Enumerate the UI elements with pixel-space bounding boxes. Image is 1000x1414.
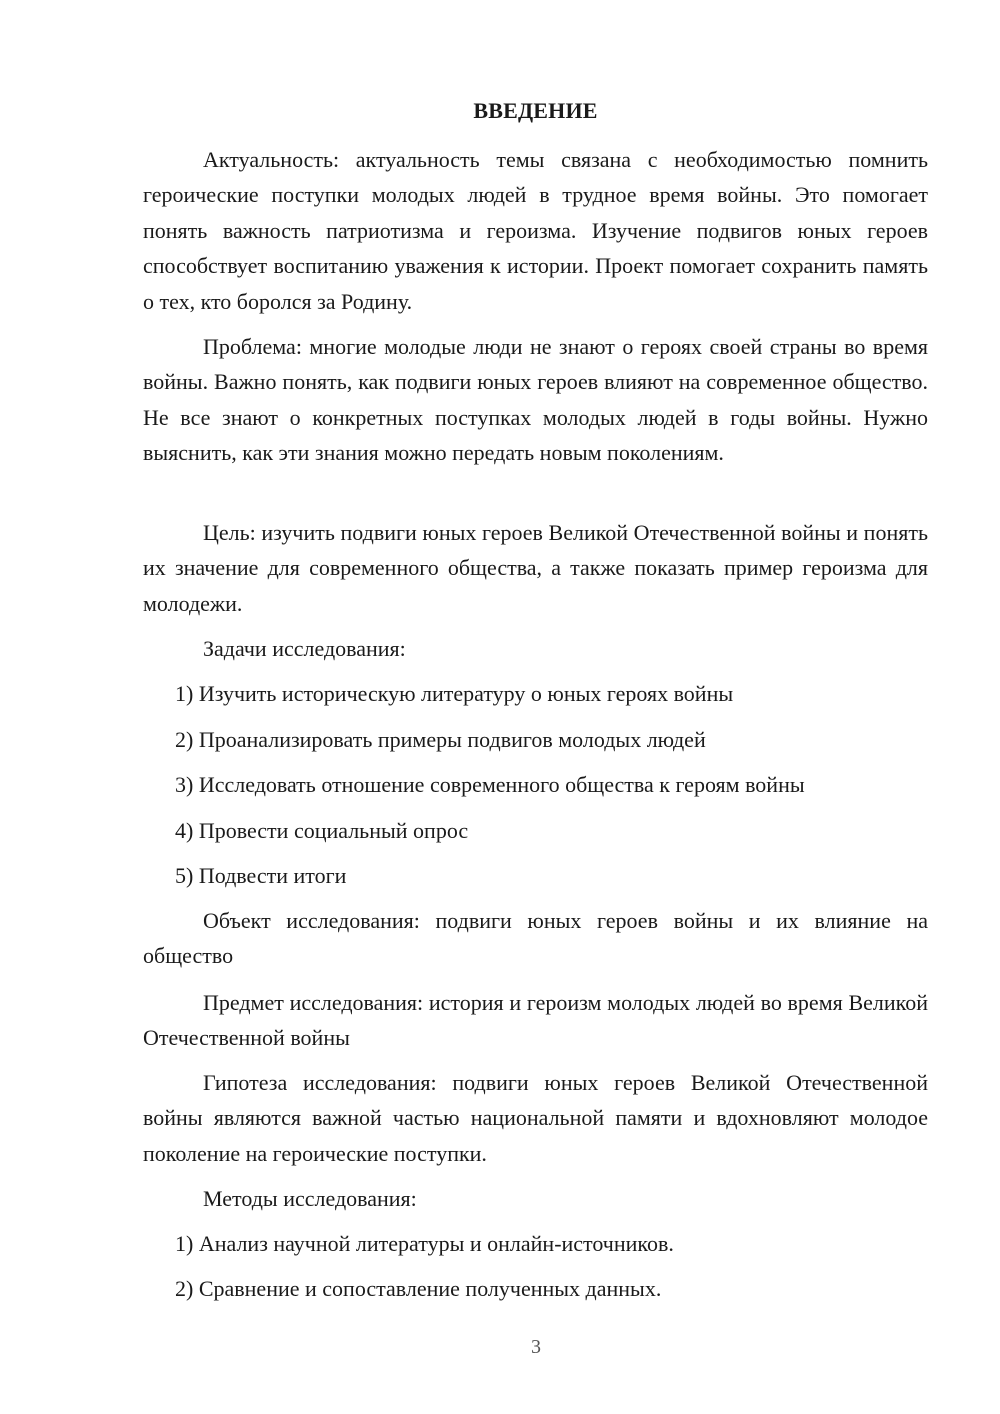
- task-item: 5) Подвести итоги: [175, 863, 347, 888]
- methods-title: Методы исследования:: [203, 1186, 417, 1211]
- method-item: 1) Анализ научной литературы и онлайн-источников.: [175, 1231, 674, 1256]
- task-item: 2) Проанализировать примеры подвигов молодых людей: [175, 727, 706, 752]
- relevance-paragraph: Актуальность: актуальность темы связана с необходимостью помнить героические поступки молодых людей в трудное время войны. Это помогает понять важность патриотизма и героизма. Изучение подвигов юных героев способствует воспитанию уважения к истории. Проект помогает сохранить память о тех, кто боролся за Родину.: [143, 147, 928, 314]
- hypothesis-paragraph: Гипотеза исследования: подвиги юных героев Великой Отечественной войны являются важной частью национальной памяти и вдохновляют молодое поколение на героические поступки.: [143, 1070, 928, 1166]
- goal-paragraph: Цель: изучить подвиги юных героев Великой Отечественной войны и понять их значение для современного общества, а также показать пример героизма для молодежи.: [143, 520, 928, 616]
- section-heading: ВВЕДЕНИЕ: [473, 98, 598, 123]
- object-paragraph: Объект исследования: подвиги юных героев войны и их влияние на общество: [143, 908, 928, 969]
- problem-paragraph: Проблема: многие молодые люди не знают о героях своей страны во время войны. Важно понять, как подвиги юных героев влияют на современное общество. Не все знают о конкретных поступках молодых людей в годы войны. Нужно выяснить, как эти знания можно передать новым поколениям.: [143, 334, 928, 466]
- page-number: 3: [531, 1336, 541, 1358]
- task-item: 1) Изучить историческую литературу о юных героях войны: [175, 681, 734, 706]
- tasks-title: Задачи исследования:: [203, 636, 406, 661]
- subject-paragraph: Предмет исследования: история и героизм молодых людей во время Великой Отечественной войны: [143, 990, 928, 1051]
- task-item: 4) Провести социальный опрос: [175, 818, 469, 843]
- task-item: 3) Исследовать отношение современного общества к героям войны: [175, 772, 805, 797]
- method-item: 2) Сравнение и сопоставление полученных данных.: [175, 1276, 662, 1301]
